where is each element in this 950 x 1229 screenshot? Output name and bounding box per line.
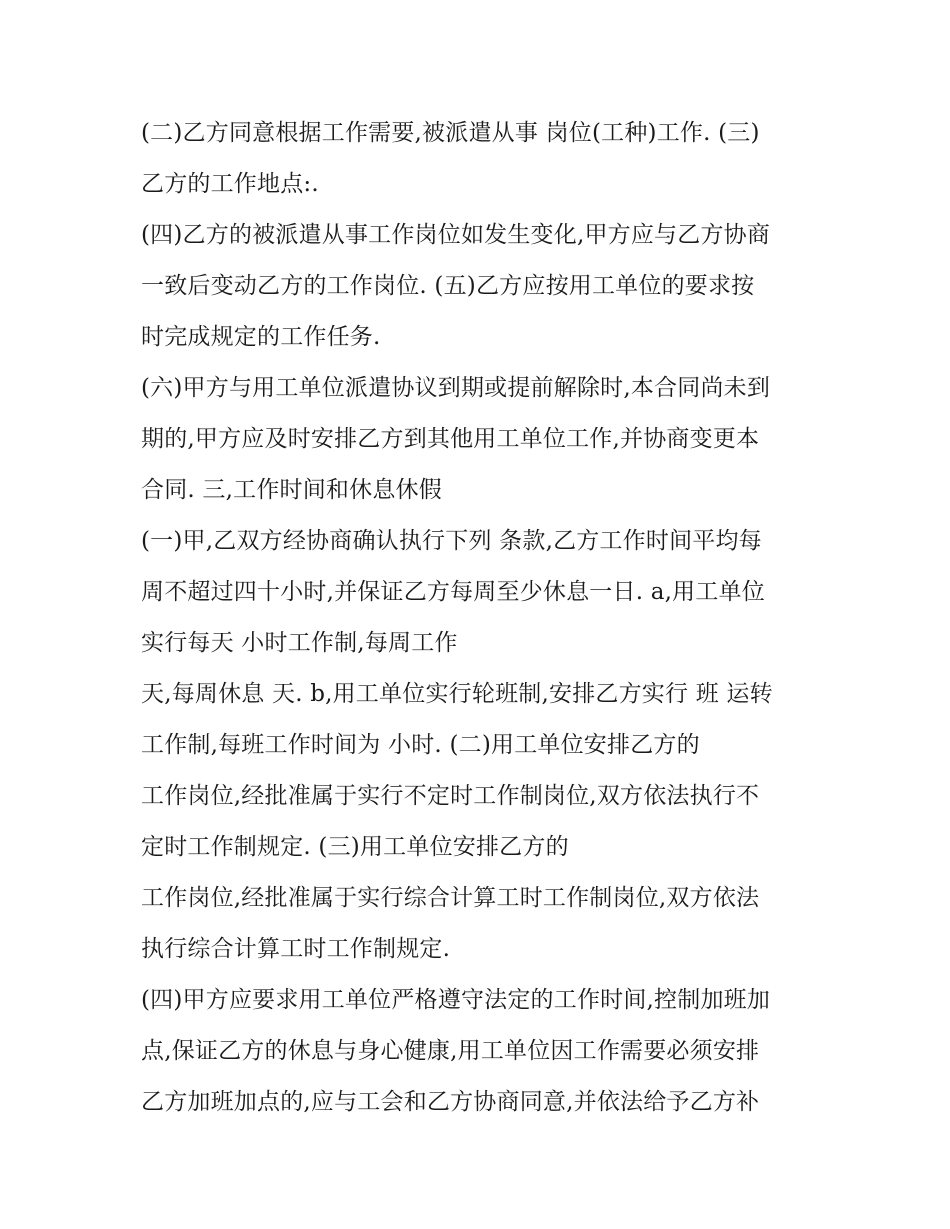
text-line: (四)乙方的被派遣从事工作岗位如发生变化,甲方应与乙方协商 [141, 222, 771, 248]
text-line: 乙方加班加点的,应与工会和乙方协商同意,并依法给予乙方补 [141, 1089, 760, 1115]
text-line: 乙方的工作地点:. [141, 171, 319, 197]
text-line: 工作制,每班工作时间为 小时. (二)用工单位安排乙方的 [141, 732, 700, 758]
text-line: (四)甲方应要求用工单位严格遵守法定的工作时间,控制加班加 [141, 987, 771, 1013]
contract-text [141, 108, 821, 1128]
text-line: 周不超过四十小时,并保证乙方每周至少休息一日. a,用工单位 [141, 579, 765, 605]
text-line: 实行每天 小时工作制,每周工作 [141, 630, 458, 656]
text-line: 工作岗位,经批准属于实行综合计算工时工作制岗位,双方依法 [141, 885, 760, 911]
text-line: 点,保证乙方的休息与身心健康,用工单位因工作需要必须安排 [141, 1038, 760, 1064]
text-line: 期的,甲方应及时安排乙方到其他用工单位工作,并协商变更本 [141, 426, 760, 452]
text-line: 执行综合计算工时工作制规定. [141, 936, 451, 962]
text-line: (一)甲,乙双方经协商确认执行下列 条款,乙方工作时间平均每 [141, 528, 762, 554]
text-line: 一致后变动乙方的工作岗位. (五)乙方应按用工单位的要求按 [141, 273, 755, 299]
text-line: (六)甲方与用工单位派遣协议到期或提前解除时,本合同尚未到 [141, 375, 771, 401]
text-line: 天,每周休息 天. b,用工单位实行轮班制,安排乙方实行 班 运转 [141, 681, 773, 707]
text-line: 合同. 三,工作时间和休息休假 [141, 477, 442, 503]
text-line: 定时工作制规定. (三)用工单位安排乙方的 [141, 834, 569, 860]
text-line: (二)乙方同意根据工作需要,被派遣从事 岗位(工种)工作. (三) [141, 120, 760, 146]
text-line: 时完成规定的工作任务. [141, 324, 381, 350]
text-line: 工作岗位,经批准属于实行不定时工作制岗位,双方依法执行不 [141, 783, 760, 809]
